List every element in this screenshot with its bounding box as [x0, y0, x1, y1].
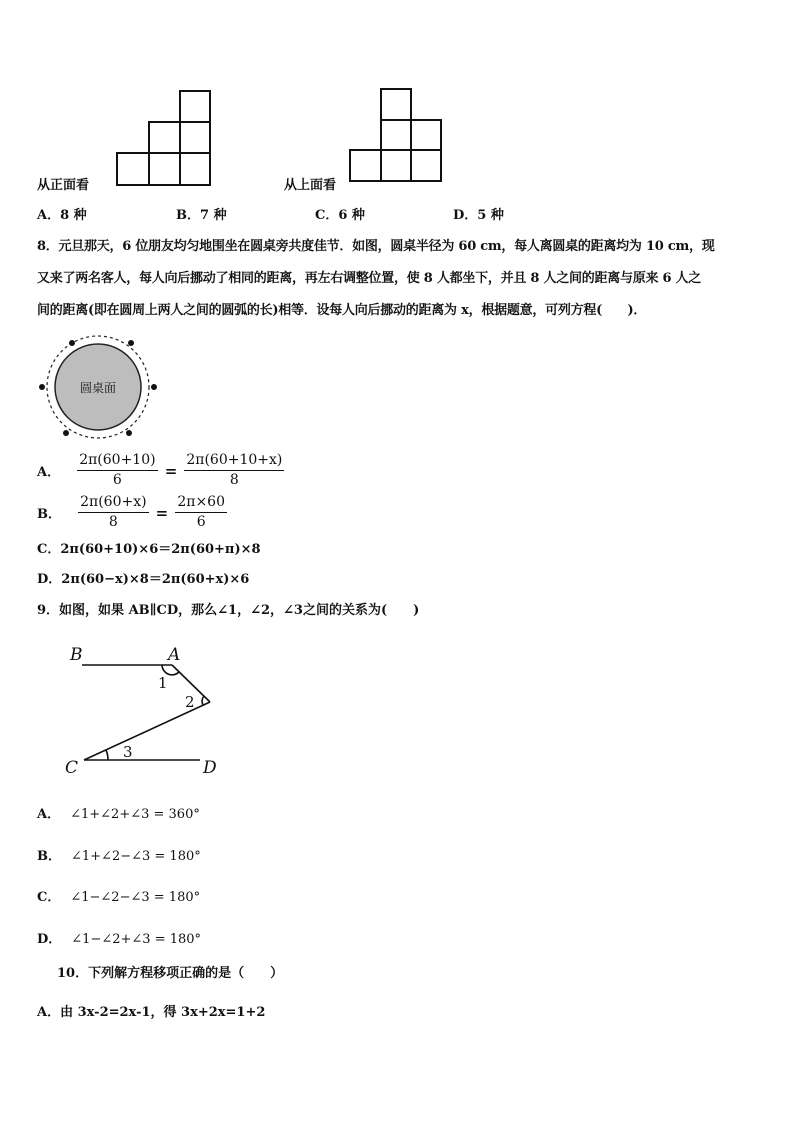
top-view-figure [345, 86, 445, 186]
point-b-label: B [70, 645, 83, 665]
q10-option-a: A．由 3x-2=2x-1，得 3x+2x=1+2 [37, 1005, 266, 1020]
q7-option-d: D．5 种 [453, 208, 504, 223]
q8-option-a: A． $\frac{2\pi(60+10)}{6}$ = $\frac{2\pi(60+10+x)}{8}$ [37, 452, 283, 488]
q7-option-b: B．7 种 [176, 208, 227, 223]
fraction: $\frac{2\pi(60+10+x)}{8}$ [186, 452, 283, 488]
angle-2-label: 2 [185, 693, 195, 711]
fraction: $\frac{2\pi\times 60}{6}$ [177, 494, 225, 530]
q8-stem-line3: 间的距离(即在圆周上两人之间的圆弧的长)相等．设每人向后挪动的距离为 x，根据题意，可列方程( )． [37, 303, 647, 318]
q8-option-b: B． $\frac{2\pi(60+x)}{8}$ = $\frac{2\pi\times 60}{6}$ [37, 494, 225, 530]
q9-option-b: B． ∠1+∠2−∠3 = 180° [37, 849, 201, 864]
fraction: $\frac{2\pi(60+x)}{8}$ [80, 494, 147, 530]
q8-stem-line2: 又来了两名客人，每人向后挪动了相同的距离，再左右调整位置，使 8 人都坐下，并且 8 人之间的距离与原来 6 人之 [37, 271, 702, 286]
front-view-figure [112, 88, 214, 188]
q7-option-c: C．6 种 [315, 208, 365, 223]
q9-stem: 9．如图，如果 AB∥CD，那么∠1，∠2，∠3之间的关系为( ) [37, 603, 420, 618]
angle-1-label: 1 [158, 674, 168, 692]
q9-option-c: C． ∠1−∠2−∠3 = 180° [37, 890, 201, 905]
point-d-label: D [203, 758, 217, 778]
q7-option-a: A．8 种 [37, 208, 87, 223]
round-table-figure [36, 335, 160, 441]
front-view-label: 从正面看 [37, 178, 90, 193]
q8-option-c: C．2π(60+10)×6＝2π(60+π)×8 [37, 542, 261, 557]
q9-option-d: D． ∠1−∠2+∠3 = 180° [37, 932, 202, 947]
q10-stem: 10．下列解方程移项正确的是（ ） [57, 966, 284, 981]
point-a-label: A [168, 645, 181, 665]
q9-option-a: A． ∠1+∠2+∠3 = 360° [37, 807, 200, 822]
q8-option-d: D．2π(60−x)×8＝2π(60+x)×6 [37, 572, 250, 587]
parallel-lines-figure [60, 640, 230, 780]
fraction: $\frac{2\pi(60+10)}{6}$ [79, 452, 156, 488]
top-view-label: 从上面看 [284, 178, 337, 193]
angle-3-label: 3 [123, 743, 133, 761]
q8-stem-line1: 8．元旦那天，6 位朋友均匀地围坐在圆桌旁共度佳节．如图，圆桌半径为 60 cm，每人离圆桌的距离均为 10 cm，现 [37, 239, 715, 254]
point-c-label: C [65, 758, 79, 778]
table-surface-label: 圆桌面 [79, 381, 117, 395]
